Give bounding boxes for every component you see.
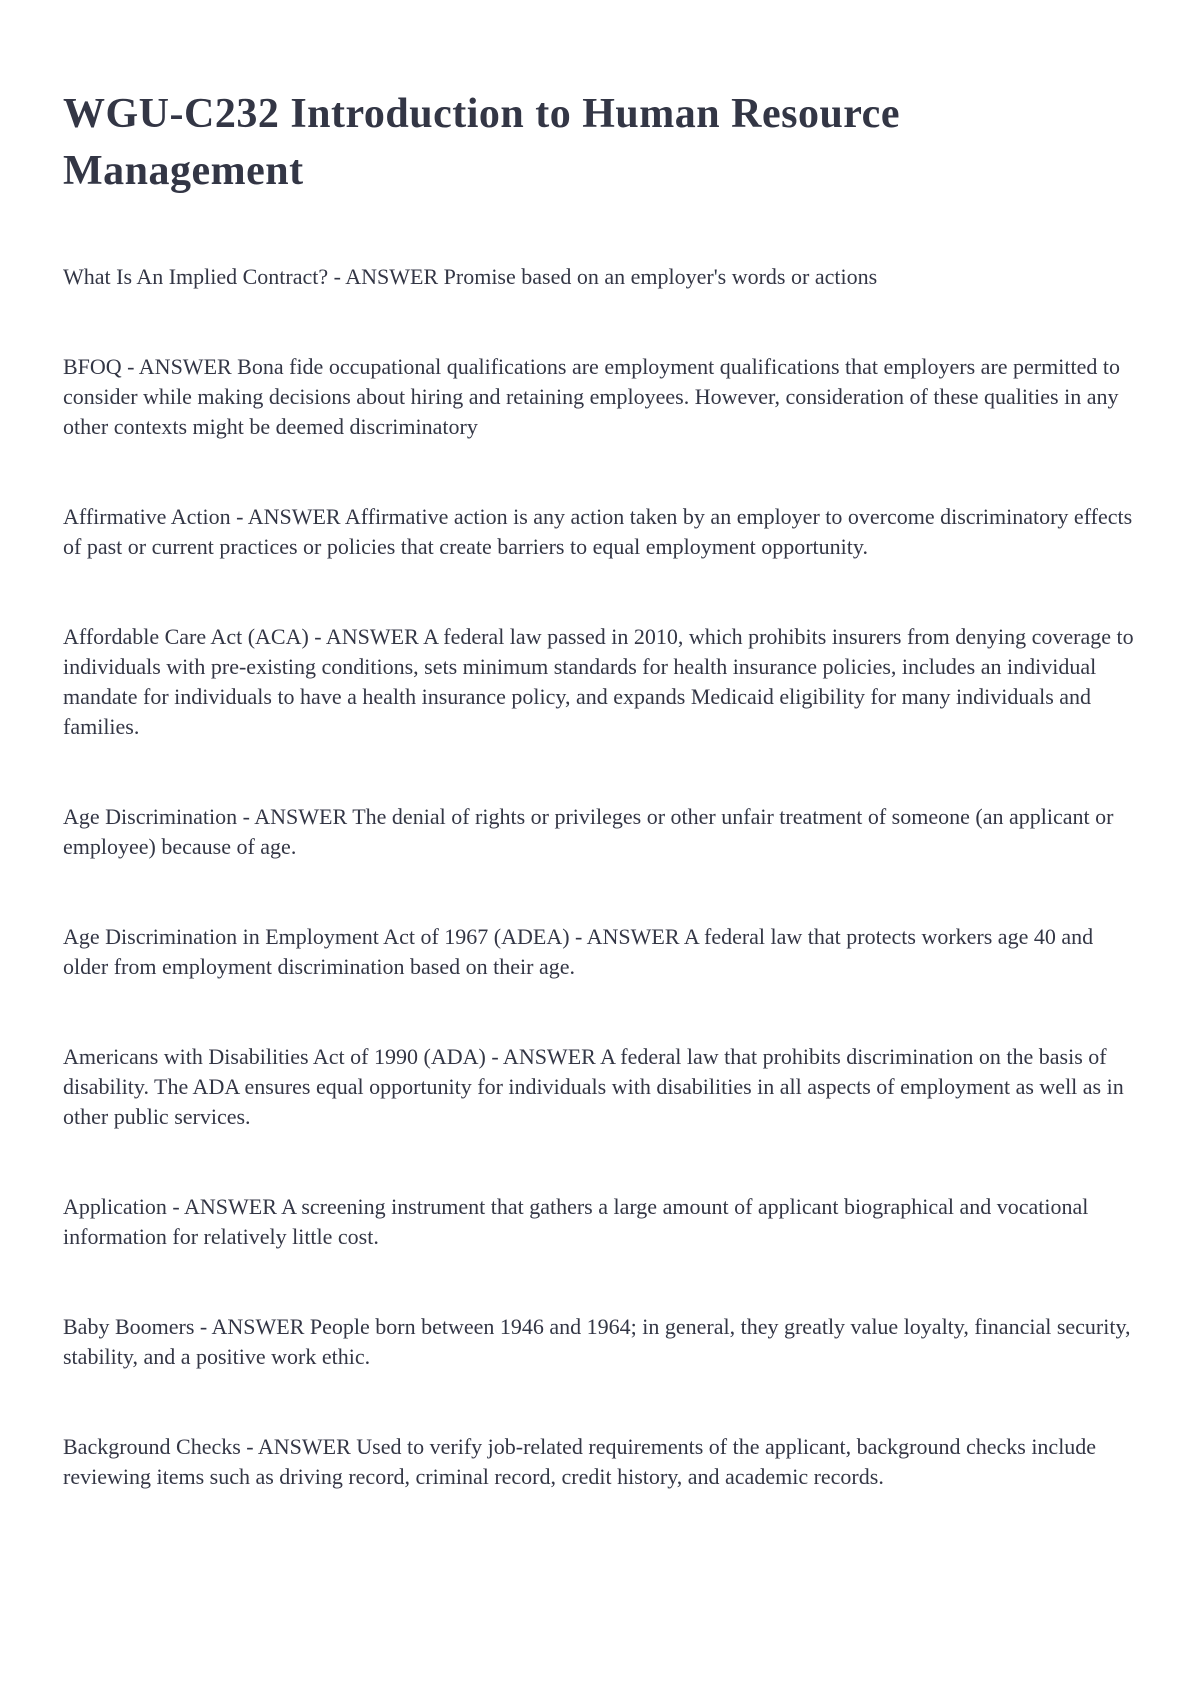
- term-definition-paragraph-ada: Americans with Disabilities Act of 1990 (ADA) - ANSWER A federal law that prohibits discrimination on the basis of disability. The ADA ensures equal opportunity for individuals with disabilities in all aspects of employment as well as in other public services.: [63, 1044, 1124, 1129]
- term-definition-paragraph-affordable-care-act: Affordable Care Act (ACA) - ANSWER A federal law passed in 2010, which prohibits insurers from denying coverage to individuals with pre-existing conditions, sets minimum standards for health insurance policies, includes an individual mandate for individuals to have a health insurance policy, and expands Medicaid eligibility for many individuals and families.: [63, 624, 1134, 739]
- term-definition-paragraph-application: Application - ANSWER A screening instrument that gathers a large amount of applicant biographical and vocational information for relatively little cost.: [63, 1194, 1089, 1249]
- term-definition-paragraph-affirmative-action: Affirmative Action - ANSWER Affirmative action is any action taken by an employer to overcome discriminatory effects of past or current practices or policies that create barriers to equal employment opportunity.: [63, 504, 1133, 559]
- term-definition-paragraph-baby-boomers: Baby Boomers - ANSWER People born between 1946 and 1964; in general, they greatly value loyalty, financial security, stability, and a positive work ethic.: [63, 1314, 1131, 1369]
- term-definition-paragraph-implied-contract: What Is An Implied Contract? - ANSWER Promise based on an employer's words or actions: [63, 264, 878, 289]
- page-title: WGU-C232 Introduction to Human Resource Management: [63, 91, 900, 194]
- term-definition-paragraph-background-checks: Background Checks - ANSWER Used to verify job-related requirements of the applicant, background checks include reviewing items such as driving record, criminal record, credit history, and academic records.: [63, 1434, 1097, 1489]
- term-definition-paragraph-age-discrimination: Age Discrimination - ANSWER The denial of rights or privileges or other unfair treatment of someone (an applicant or employee) because of age.: [63, 804, 1114, 859]
- term-definition-paragraph-adea: Age Discrimination in Employment Act of 1967 (ADEA) - ANSWER A federal law that protects workers age 40 and older from employment discrimination based on their age.: [63, 924, 1094, 979]
- term-definition-paragraph-bfoq: BFOQ - ANSWER Bona fide occupational qualifications are employment qualifications that employers are permitted to consider while making decisions about hiring and retaining employees. However, consideration of these qualities in any other contexts might be deemed discriminatory: [63, 354, 1120, 439]
